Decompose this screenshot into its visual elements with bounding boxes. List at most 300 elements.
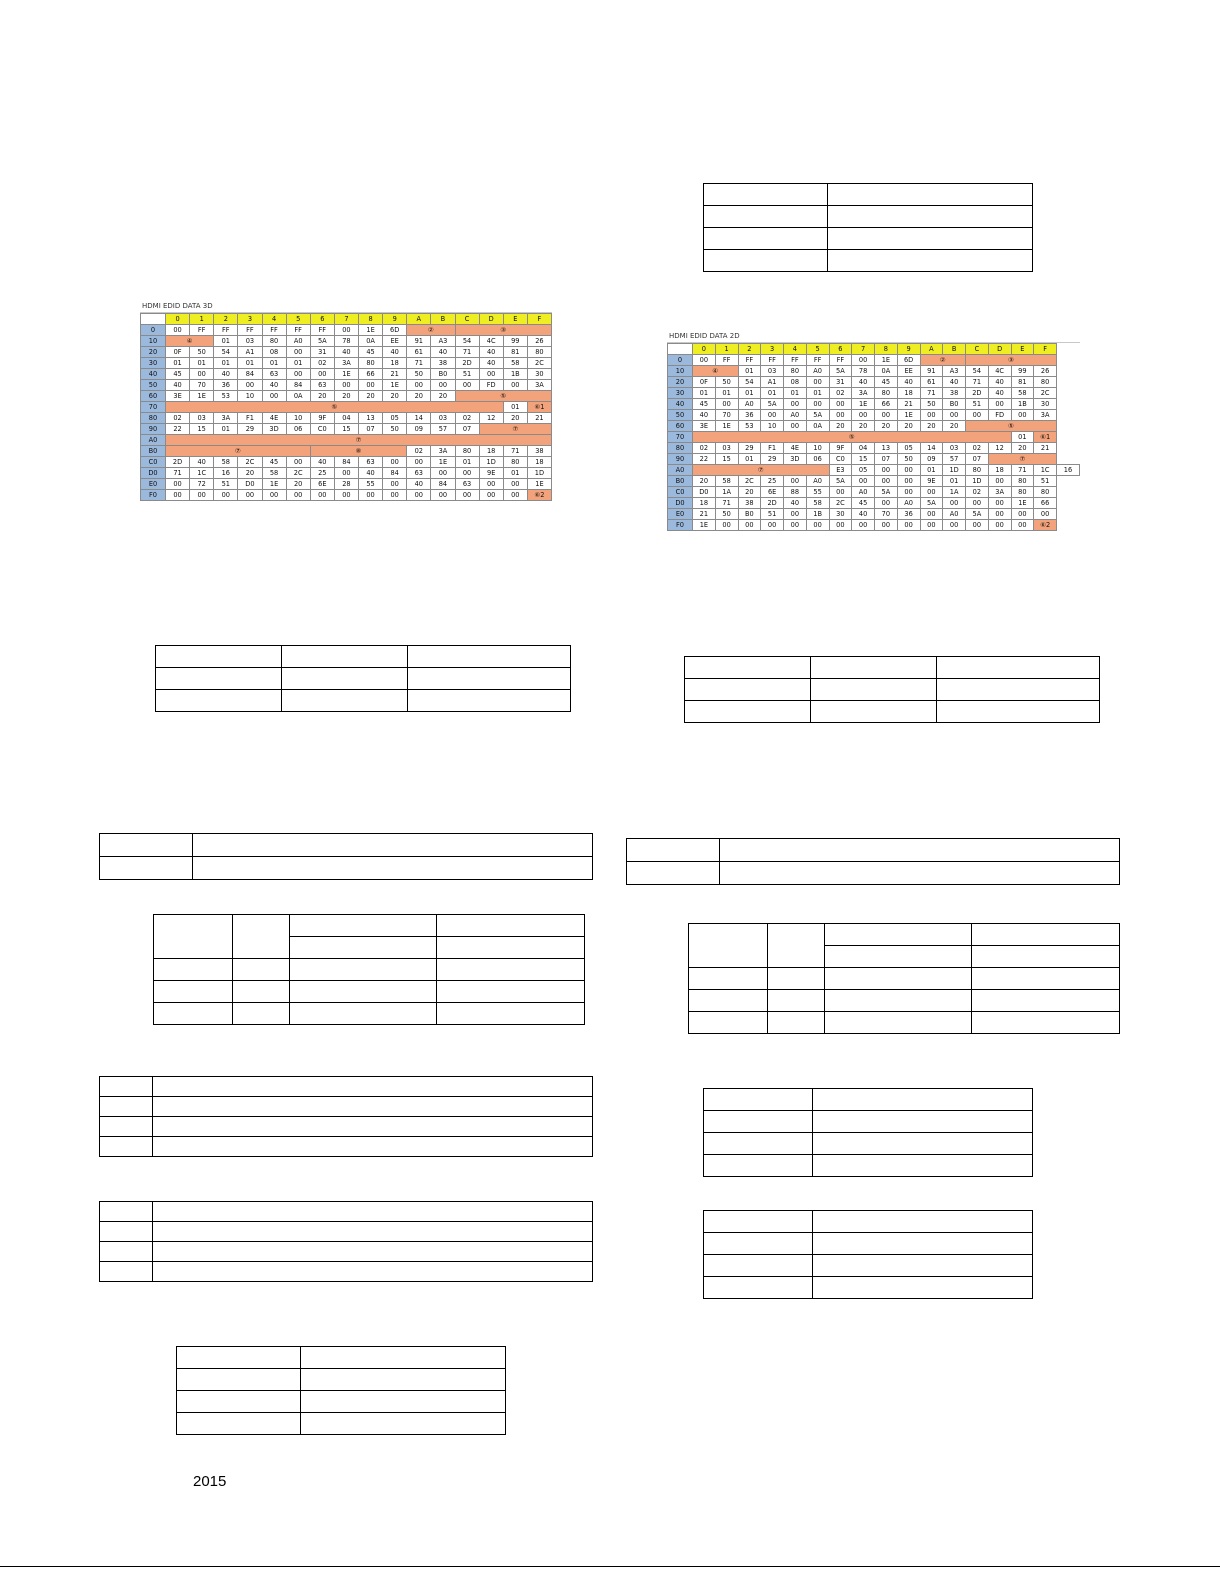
edid-byte-cell: 08 — [262, 347, 286, 358]
edid-byte-cell: 5A — [966, 509, 989, 520]
edid-byte-cell: 00 — [1011, 410, 1034, 421]
edid-row — [141, 457, 552, 468]
edid-byte-cell: 30 — [527, 369, 551, 380]
edid-byte-cell: 00 — [334, 380, 358, 391]
edid-row — [141, 479, 552, 490]
edid-column-header: 6 — [829, 344, 852, 355]
edid-byte-cell: 00 — [875, 476, 898, 487]
edid-byte-cell: 57 — [943, 454, 966, 465]
edid-byte-cell: 03 — [943, 443, 966, 454]
edid-byte-cell: 58 — [214, 457, 238, 468]
edid-byte-cell: 40 — [479, 358, 503, 369]
edid-byte-cell: 01 — [738, 454, 761, 465]
edid-byte-cell: 21 — [897, 399, 920, 410]
edid-row-address: C0 — [141, 457, 166, 468]
edid-field-marker: ⑤ — [455, 391, 552, 402]
edid-byte-cell: 80 — [359, 358, 383, 369]
edid-byte-cell: 80 — [875, 388, 898, 399]
edid-byte-cell: 00 — [988, 520, 1011, 531]
edid-column-header: 7 — [334, 314, 358, 325]
edid-byte-cell: 13 — [875, 443, 898, 454]
edid-byte-cell: 38 — [943, 388, 966, 399]
edid-byte-cell: 00 — [852, 476, 875, 487]
edid-byte-cell: FF — [761, 355, 784, 366]
edid-column-header: F — [527, 314, 551, 325]
edid-byte-cell: 15 — [334, 424, 358, 435]
edid-byte-cell: 00 — [875, 520, 898, 531]
edid-byte-cell: 50 — [715, 377, 738, 388]
edid-byte-cell: 71 — [966, 377, 989, 388]
edid-byte-cell: 18 — [383, 358, 407, 369]
edid-column-header: 8 — [875, 344, 898, 355]
edid-byte-cell: 53 — [214, 391, 238, 402]
edid-byte-cell: 20 — [383, 391, 407, 402]
edid-byte-cell: 01 — [693, 388, 716, 399]
edid-row — [141, 336, 552, 347]
edid-byte-cell: 3A — [431, 446, 455, 457]
edid-byte-cell: 99 — [503, 336, 527, 347]
edid-byte-cell: 00 — [829, 520, 852, 531]
edid-byte-cell: FF — [214, 325, 238, 336]
edid-byte-cell: 00 — [334, 468, 358, 479]
edid-byte-cell: 02 — [966, 487, 989, 498]
edid-byte-cell: 71 — [407, 358, 431, 369]
edid-byte-cell: 40 — [988, 388, 1011, 399]
blank-table-left-4row-a — [99, 1076, 593, 1157]
edid-byte-cell: 30 — [1034, 399, 1057, 410]
edid-byte-cell: B0 — [431, 369, 455, 380]
edid-byte-cell: 18 — [988, 465, 1011, 476]
edid-row-address: 70 — [141, 402, 166, 413]
edid-byte-cell: 1B — [806, 509, 829, 520]
edid-byte-cell: 00 — [455, 468, 479, 479]
edid-byte-cell: 58 — [503, 358, 527, 369]
edid-byte-cell: A0 — [897, 498, 920, 509]
edid-column-header: 0 — [166, 314, 190, 325]
edid-byte-cell: 3D — [784, 454, 807, 465]
edid-byte-cell: 2D — [966, 388, 989, 399]
edid-byte-cell: 01 — [190, 358, 214, 369]
edid-row — [668, 388, 1080, 399]
edid-field-marker: ③ — [966, 355, 1057, 366]
edid-byte-cell: 3E — [166, 391, 190, 402]
edid-byte-cell: 58 — [1011, 388, 1034, 399]
edid-row-address: 10 — [141, 336, 166, 347]
edid-byte-cell: 02 — [455, 413, 479, 424]
edid-byte-cell: 3A — [527, 380, 551, 391]
edid-byte-cell: 31 — [310, 347, 334, 358]
edid-row — [668, 432, 1080, 443]
edid-byte-cell: 20 — [310, 391, 334, 402]
edid-byte-cell: 00 — [897, 476, 920, 487]
edid-row-address: 80 — [668, 443, 693, 454]
edid-byte-cell: 18 — [479, 446, 503, 457]
edid-byte-cell: 40 — [334, 347, 358, 358]
edid-byte-cell: B0 — [738, 509, 761, 520]
edid-byte-cell: 40 — [407, 479, 431, 490]
edid-byte-cell: 53 — [738, 421, 761, 432]
edid-column-header: 4 — [784, 344, 807, 355]
edid-byte-cell: 15 — [190, 424, 214, 435]
edid-byte-cell: 00 — [806, 520, 829, 531]
edid-field-marker: ⑦ — [988, 454, 1056, 465]
blank-table-left-4row-b — [99, 1201, 593, 1282]
edid-byte-cell: 01 — [214, 358, 238, 369]
edid-byte-cell: 4C — [479, 336, 503, 347]
edid-byte-cell: 02 — [407, 446, 431, 457]
edid-byte-cell: 01 — [262, 358, 286, 369]
edid-column-header: 7 — [852, 344, 875, 355]
edid-byte-cell: 00 — [897, 487, 920, 498]
edid-byte-cell: 38 — [431, 358, 455, 369]
edid-byte-cell: 00 — [829, 399, 852, 410]
edid-byte-cell: 58 — [715, 476, 738, 487]
edid-byte-cell: 20 — [238, 468, 262, 479]
edid-field-marker: ⑦ — [693, 465, 830, 476]
edid-field-marker: ⑥2 — [527, 490, 551, 501]
edid-byte-cell: A0 — [784, 410, 807, 421]
footer-year: 2015 — [193, 1473, 227, 1490]
edid-byte-cell: A0 — [852, 487, 875, 498]
edid-byte-cell: 00 — [503, 479, 527, 490]
edid-byte-cell: 80 — [1011, 487, 1034, 498]
edid-column-header: 5 — [806, 344, 829, 355]
edid-byte-cell: 01 — [806, 388, 829, 399]
edid-byte-cell: 20 — [359, 391, 383, 402]
edid-column-header: 2 — [738, 344, 761, 355]
edid-byte-cell: 01 — [503, 468, 527, 479]
edid-row — [668, 465, 1080, 476]
edid-byte-cell: 00 — [455, 380, 479, 391]
edid-byte-cell: 45 — [262, 457, 286, 468]
edid-byte-cell: 5A — [829, 476, 852, 487]
edid-byte-cell: 21 — [693, 509, 716, 520]
edid-row — [668, 377, 1080, 388]
edid-byte-cell: 2C — [738, 476, 761, 487]
edid-byte-cell: 50 — [897, 454, 920, 465]
edid-byte-cell: 54 — [455, 336, 479, 347]
edid-byte-cell: 15 — [852, 454, 875, 465]
edid-field-marker: ⑦ — [166, 435, 552, 446]
edid-row — [668, 399, 1080, 410]
edid-column-header: 3 — [238, 314, 262, 325]
edid-byte-cell: 1E — [875, 355, 898, 366]
edid-byte-cell: 00 — [479, 490, 503, 501]
edid-byte-cell: 22 — [693, 454, 716, 465]
edid-byte-cell: 3A — [988, 487, 1011, 498]
edid-byte-cell: 1E — [715, 421, 738, 432]
edid-byte-cell: 00 — [784, 520, 807, 531]
edid-row-address: 40 — [141, 369, 166, 380]
edid-byte-cell: A3 — [943, 366, 966, 377]
edid-byte-cell: 38 — [738, 498, 761, 509]
edid-column-header: B — [431, 314, 455, 325]
edid-byte-cell: A0 — [286, 336, 310, 347]
edid-byte-cell: 40 — [897, 377, 920, 388]
edid-byte-cell: 40 — [988, 377, 1011, 388]
edid-byte-cell: 00 — [875, 465, 898, 476]
edid-column-header: E — [1011, 344, 1034, 355]
edid-byte-cell: 80 — [1011, 476, 1034, 487]
edid-byte-cell: 00 — [852, 355, 875, 366]
edid-byte-cell: 0A — [359, 336, 383, 347]
edid-byte-cell: 03 — [715, 443, 738, 454]
edid-byte-cell: 40 — [852, 377, 875, 388]
edid-byte-cell: F1 — [761, 443, 784, 454]
edid-byte-cell: 40 — [943, 377, 966, 388]
edid-byte-cell: 26 — [1034, 366, 1057, 377]
edid-byte-cell: 91 — [920, 366, 943, 377]
edid-byte-cell: 00 — [431, 468, 455, 479]
edid-byte-cell: 00 — [407, 490, 431, 501]
edid-byte-cell: 01 — [920, 465, 943, 476]
edid-byte-cell: 78 — [852, 366, 875, 377]
edid-row-address: 20 — [141, 347, 166, 358]
edid-byte-cell: 01 — [214, 336, 238, 347]
edid-byte-cell: 00 — [988, 509, 1011, 520]
edid-field-marker: ② — [920, 355, 966, 366]
edid-byte-cell: 80 — [1034, 377, 1057, 388]
edid-byte-cell: 20 — [503, 413, 527, 424]
edid-row-address: D0 — [668, 498, 693, 509]
edid-header-row — [668, 344, 1080, 355]
edid-byte-cell: 1E — [190, 391, 214, 402]
edid-3d-title: HDMI EDID DATA 3D — [142, 302, 213, 310]
edid-byte-cell: 00 — [875, 498, 898, 509]
edid-byte-cell: 1E — [1011, 498, 1034, 509]
edid-byte-cell: 2C — [527, 358, 551, 369]
edid-column-header: D — [988, 344, 1011, 355]
edid-field-marker: ⑤ — [966, 421, 1057, 432]
edid-byte-cell: 00 — [455, 490, 479, 501]
edid-byte-cell: 20 — [407, 391, 431, 402]
edid-byte-cell: 4E — [262, 413, 286, 424]
edid-byte-cell: 40 — [214, 369, 238, 380]
edid-byte-cell: 45 — [852, 498, 875, 509]
edid-byte-cell: D0 — [693, 487, 716, 498]
edid-byte-cell: 9E — [920, 476, 943, 487]
edid-row-address: 30 — [141, 358, 166, 369]
edid-row — [141, 325, 552, 336]
edid-corner-cell — [668, 344, 693, 355]
edid-byte-cell: 3A — [1034, 410, 1057, 421]
edid-byte-cell: 00 — [761, 410, 784, 421]
edid-byte-cell: 40 — [693, 410, 716, 421]
edid-byte-cell: 00 — [479, 369, 503, 380]
edid-row-address: D0 — [141, 468, 166, 479]
edid-byte-cell: FF — [238, 325, 262, 336]
edid-byte-cell: 00 — [806, 399, 829, 410]
edid-byte-cell: FF — [738, 355, 761, 366]
edid-byte-cell: 80 — [262, 336, 286, 347]
edid-byte-cell: 80 — [784, 366, 807, 377]
edid-byte-cell: 6D — [383, 325, 407, 336]
edid-byte-cell: 88 — [784, 487, 807, 498]
edid-byte-cell: 00 — [383, 490, 407, 501]
edid-byte-cell: 40 — [852, 509, 875, 520]
edid-byte-cell: 58 — [806, 498, 829, 509]
edid-byte-cell: 02 — [310, 358, 334, 369]
edid-byte-cell: 5A — [310, 336, 334, 347]
edid-byte-cell: 72 — [190, 479, 214, 490]
edid-column-header: 1 — [190, 314, 214, 325]
edid-byte-cell: 40 — [262, 380, 286, 391]
edid-byte-cell: 78 — [334, 336, 358, 347]
edid-byte-cell: FF — [784, 355, 807, 366]
edid-byte-cell: 36 — [897, 509, 920, 520]
edid-byte-cell: 01 — [214, 424, 238, 435]
edid-row-address: 70 — [668, 432, 693, 443]
edid-byte-cell: C0 — [829, 454, 852, 465]
edid-byte-cell: 51 — [1034, 476, 1057, 487]
edid-byte-cell: 66 — [1034, 498, 1057, 509]
edid-byte-cell: 10 — [286, 413, 310, 424]
edid-byte-cell: A0 — [738, 399, 761, 410]
edid-byte-cell: 71 — [1011, 465, 1034, 476]
edid-byte-cell: 9E — [479, 468, 503, 479]
edid-byte-cell: 20 — [943, 421, 966, 432]
edid-byte-cell: 18 — [693, 498, 716, 509]
edid-byte-cell: 0A — [875, 366, 898, 377]
edid-row — [668, 355, 1080, 366]
edid-byte-cell: 84 — [334, 457, 358, 468]
edid-byte-cell: 29 — [761, 454, 784, 465]
edid-byte-cell: 66 — [359, 369, 383, 380]
edid-byte-cell: A1 — [238, 347, 262, 358]
edid-row-address: 0 — [668, 355, 693, 366]
edid-byte-cell: 01 — [238, 358, 262, 369]
edid-row — [668, 410, 1080, 421]
edid-byte-cell: 09 — [407, 424, 431, 435]
edid-byte-cell: 00 — [383, 479, 407, 490]
edid-byte-cell: 00 — [359, 380, 383, 391]
edid-byte-cell: 00 — [784, 421, 807, 432]
edid-byte-cell: 3D — [262, 424, 286, 435]
edid-byte-cell: 40 — [310, 457, 334, 468]
edid-byte-cell: 00 — [503, 490, 527, 501]
edid-byte-cell: 00 — [166, 479, 190, 490]
edid-byte-cell: 07 — [875, 454, 898, 465]
edid-row-address: A0 — [668, 465, 693, 476]
edid-byte-cell: 40 — [479, 347, 503, 358]
edid-byte-cell: 66 — [875, 399, 898, 410]
edid-column-header: 9 — [383, 314, 407, 325]
edid-byte-cell: FF — [262, 325, 286, 336]
edid-byte-cell: 5A — [829, 366, 852, 377]
edid-byte-cell: 63 — [407, 468, 431, 479]
edid-byte-cell: 00 — [784, 399, 807, 410]
edid-row-address: 80 — [141, 413, 166, 424]
edid-byte-cell: 21 — [527, 413, 551, 424]
edid-column-header: 0 — [693, 344, 716, 355]
edid-byte-cell: 14 — [407, 413, 431, 424]
edid-byte-cell: 45 — [166, 369, 190, 380]
edid-row — [141, 413, 552, 424]
edid-field-marker: ④ — [693, 366, 739, 377]
edid-row-address: 0 — [141, 325, 166, 336]
edid-byte-cell: 20 — [852, 421, 875, 432]
edid-field-marker: ⑦ — [479, 424, 551, 435]
edid-byte-cell: 01 — [1011, 432, 1034, 443]
edid-byte-cell: 01 — [503, 402, 527, 413]
edid-byte-cell: 1E — [527, 479, 551, 490]
edid-byte-cell: 50 — [190, 347, 214, 358]
edid-byte-cell: 02 — [966, 443, 989, 454]
edid-byte-cell: 21 — [383, 369, 407, 380]
edid-byte-cell: 99 — [1011, 366, 1034, 377]
edid-byte-cell: 04 — [852, 443, 875, 454]
edid-byte-cell: 25 — [761, 476, 784, 487]
edid-byte-cell: 00 — [286, 347, 310, 358]
edid-row-address: 90 — [668, 454, 693, 465]
edid-byte-cell: 70 — [190, 380, 214, 391]
blank-table-right-4row-b — [703, 1210, 1033, 1299]
edid-field-marker: ⑤ — [693, 432, 1012, 443]
edid-byte-cell: 00 — [693, 355, 716, 366]
edid-byte-cell: 71 — [166, 468, 190, 479]
edid-byte-cell: 00 — [966, 520, 989, 531]
edid-byte-cell: 00 — [310, 490, 334, 501]
edid-byte-cell: 1C — [190, 468, 214, 479]
edid-byte-cell: 09 — [920, 454, 943, 465]
edid-byte-cell: 00 — [920, 509, 943, 520]
edid-row-address: 20 — [668, 377, 693, 388]
edid-row-address: A0 — [141, 435, 166, 446]
edid-byte-cell: 81 — [503, 347, 527, 358]
edid-byte-cell: 12 — [479, 413, 503, 424]
edid-field-marker: ⑧ — [310, 446, 407, 457]
edid-byte-cell: 00 — [238, 380, 262, 391]
edid-field-marker: ② — [407, 325, 455, 336]
edid-byte-cell: 00 — [715, 520, 738, 531]
edid-byte-cell: 1B — [503, 369, 527, 380]
edid-byte-cell: 00 — [715, 399, 738, 410]
edid-byte-cell: 13 — [359, 413, 383, 424]
edid-byte-cell: 71 — [715, 498, 738, 509]
edid-byte-cell: 9F — [829, 443, 852, 454]
edid-byte-cell: 00 — [829, 487, 852, 498]
edid-byte-cell: 00 — [310, 369, 334, 380]
edid-byte-cell: 71 — [455, 347, 479, 358]
edid-byte-cell: 1E — [262, 479, 286, 490]
edid-byte-cell: 00 — [383, 457, 407, 468]
edid-byte-cell: 18 — [897, 388, 920, 399]
edid-row — [141, 446, 552, 457]
edid-byte-cell: 5A — [806, 410, 829, 421]
edid-column-header: 5 — [286, 314, 310, 325]
edid-row-address: B0 — [668, 476, 693, 487]
edid-byte-cell: 50 — [407, 369, 431, 380]
edid-byte-cell: 00 — [897, 465, 920, 476]
edid-byte-cell: 20 — [431, 391, 455, 402]
edid-byte-cell: 10 — [238, 391, 262, 402]
edid-byte-cell: 20 — [829, 421, 852, 432]
edid-byte-cell: 70 — [875, 509, 898, 520]
edid-byte-cell: 00 — [503, 380, 527, 391]
edid-byte-cell: 00 — [286, 457, 310, 468]
edid-byte-cell: 07 — [455, 424, 479, 435]
edid-byte-cell: FF — [829, 355, 852, 366]
edid-byte-cell: 16 — [214, 468, 238, 479]
edid-row — [668, 443, 1080, 454]
edid-column-header: F — [1034, 344, 1057, 355]
edid-byte-cell: 05 — [897, 443, 920, 454]
edid-row-address: 60 — [668, 421, 693, 432]
edid-row-address: 90 — [141, 424, 166, 435]
blank-table-right-merged — [688, 923, 1120, 1034]
edid-row-address: B0 — [141, 446, 166, 457]
edid-byte-cell: 57 — [431, 424, 455, 435]
